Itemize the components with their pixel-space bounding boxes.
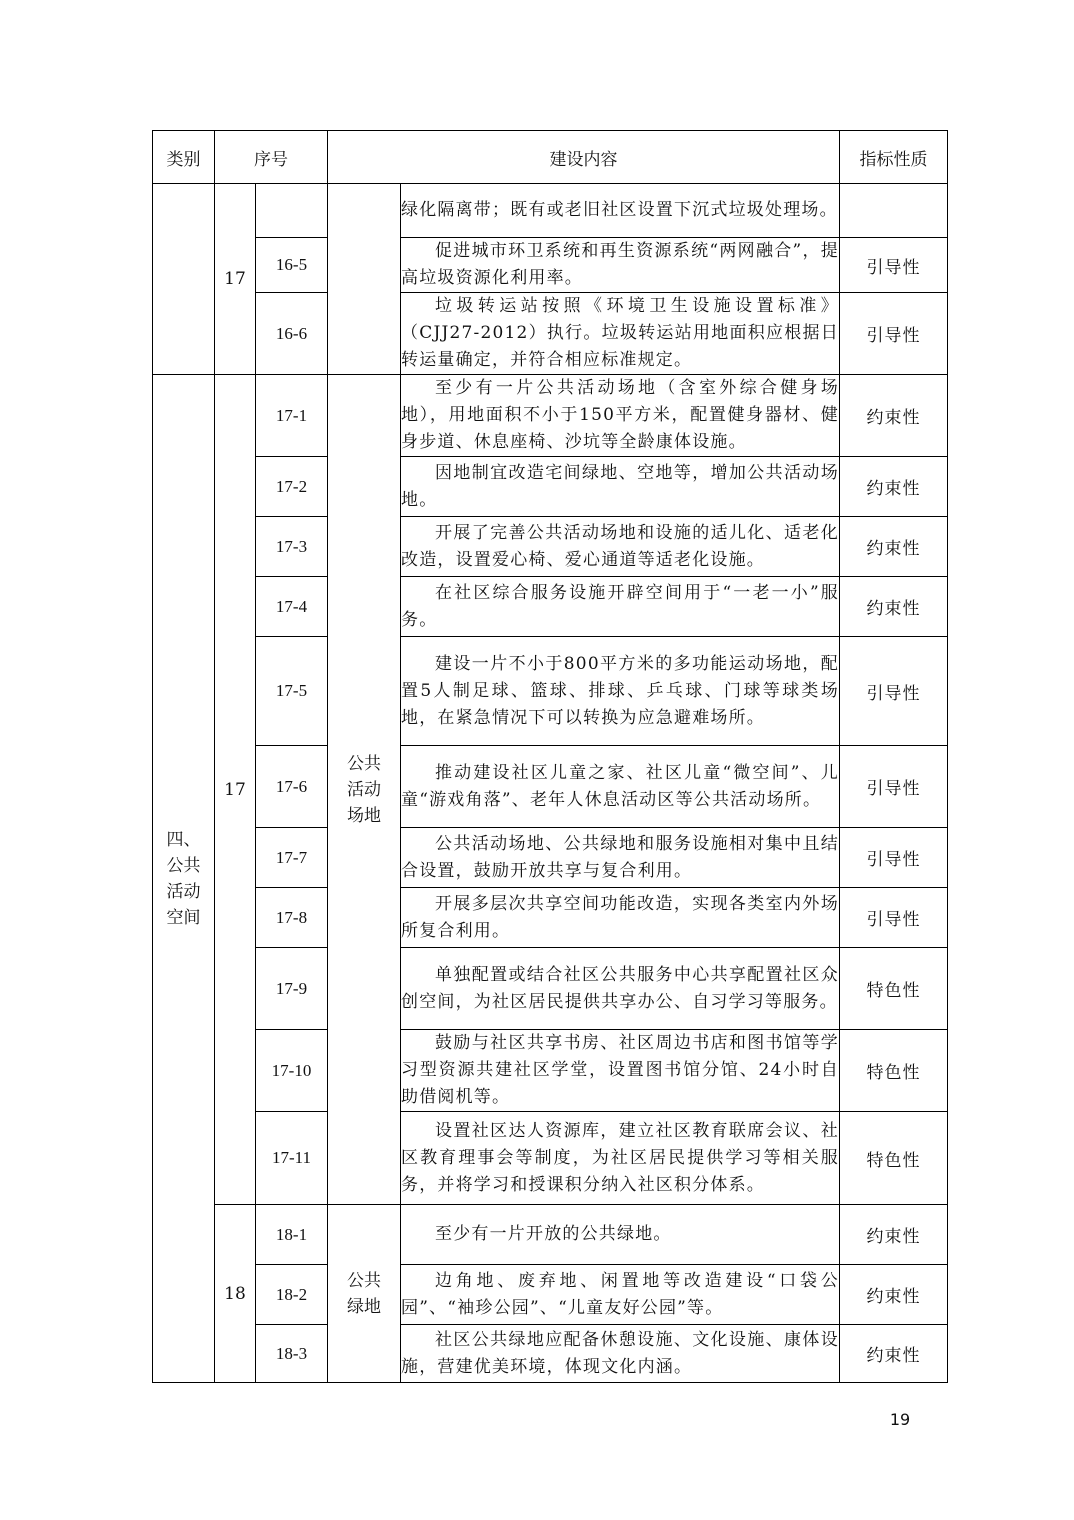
table-row [153, 1265, 948, 1325]
row-content: 垃圾转运站按照《环境卫生设施设置标准》（CJJ27-2012）执行。垃圾转运站用地面积应根据日转运量确定，并符合相应标准规定。 [401, 293, 840, 375]
group-number-18: 18 [215, 1205, 256, 1383]
table-row [153, 1325, 948, 1383]
row-nature: 引导性 [840, 238, 948, 293]
table-row [153, 948, 948, 1030]
table-row [153, 577, 948, 637]
row-code: 16-5 [256, 238, 328, 293]
row-nature: 约束性 [840, 375, 948, 457]
table-row [153, 375, 948, 457]
table-row [153, 517, 948, 577]
row-nature: 约束性 [840, 1205, 948, 1265]
row-content: 边角地、废弃地、闲置地等改造建设“口袋公园”、“袖珍公园”、“儿童友好公园”等。 [401, 1265, 840, 1325]
row-code: 17-11 [256, 1112, 328, 1205]
row-code: 18-1 [256, 1205, 328, 1265]
prev-category-cell [153, 184, 215, 375]
header-category: 类别 [153, 131, 215, 184]
row-content: 开展了完善公共活动场地和设施的适儿化、适老化改造，设置爱心椅、爱心通道等适老化设施。 [401, 517, 840, 577]
prev-topic-cell [328, 184, 401, 375]
row-content: 开展多层次共享空间功能改造，实现各类室内外场所复合利用。 [401, 888, 840, 948]
row-nature: 约束性 [840, 517, 948, 577]
row-content: 至少有一片开放的公共绿地。 [401, 1205, 840, 1265]
group-number-17: 17 [215, 375, 256, 1205]
row-nature [840, 184, 948, 238]
row-content: 鼓励与社区共享书房、社区周边书店和图书馆等学习型资源共建社区学堂，设置图书馆分馆、24小时自助借阅机等。 [401, 1030, 840, 1112]
table-row [153, 637, 948, 746]
indicator-table [152, 130, 948, 1383]
prev-group-number: 17 [215, 184, 256, 375]
row-content: 至少有一片公共活动场地（含室外综合健身场地），用地面积不小于150平方米，配置健身器材、健身步道、休息座椅、沙坑等全龄康体设施。 [401, 375, 840, 457]
row-code: 17-7 [256, 828, 328, 888]
row-code: 17-6 [256, 746, 328, 828]
header-nature: 指标性质 [840, 131, 948, 184]
row-content: 公共活动场地、公共绿地和服务设施相对集中且结合设置，鼓励开放共享与复合利用。 [401, 828, 840, 888]
row-nature: 约束性 [840, 1325, 948, 1383]
row-content: 社区公共绿地应配备休憩设施、文化设施、康体设施，营建优美环境，体现文化内涵。 [401, 1325, 840, 1383]
row-nature: 约束性 [840, 1265, 948, 1325]
row-code: 17-5 [256, 637, 328, 746]
row-code: 17-2 [256, 457, 328, 517]
row-nature: 引导性 [840, 828, 948, 888]
row-code: 18-3 [256, 1325, 328, 1383]
header-content: 建设内容 [328, 131, 840, 184]
table-row [153, 1030, 948, 1112]
table-row [153, 746, 948, 828]
table-row [153, 457, 948, 517]
row-code: 17-4 [256, 577, 328, 637]
row-nature: 特色性 [840, 1112, 948, 1205]
table-header-row [153, 131, 948, 184]
row-content: 在社区综合服务设施开辟空间用于“一老一小”服务。 [401, 577, 840, 637]
table-row [153, 828, 948, 888]
row-code: 16-6 [256, 293, 328, 375]
row-nature: 引导性 [840, 293, 948, 375]
row-nature: 引导性 [840, 746, 948, 828]
table-row [153, 293, 948, 375]
row-content: 绿化隔离带；既有或老旧社区设置下沉式垃圾处理场。 [401, 184, 840, 238]
row-nature: 约束性 [840, 457, 948, 517]
topic-public-activity-site: 公共 活动 场地 [328, 375, 401, 1205]
header-seq: 序号 [215, 131, 328, 184]
table-row [153, 184, 948, 238]
table-row [153, 1112, 948, 1205]
row-code: 17-8 [256, 888, 328, 948]
table-row [153, 1205, 948, 1265]
row-nature: 引导性 [840, 888, 948, 948]
row-code: 17-9 [256, 948, 328, 1030]
row-content: 推动建设社区儿童之家、社区儿童“微空间”、儿童“游戏角落”、老年人休息活动区等公共活动场所。 [401, 746, 840, 828]
page-number: 19 [889, 1410, 911, 1429]
row-nature: 约束性 [840, 577, 948, 637]
row-code: 17-3 [256, 517, 328, 577]
row-content: 设置社区达人资源库，建立社区教育联席会议、社区教育理事会等制度，为社区居民提供学习等相关服务，并将学习和授课积分纳入社区积分体系。 [401, 1112, 840, 1205]
table-row [153, 238, 948, 293]
row-content: 建设一片不小于800平方米的多功能运动场地，配置5人制足球、篮球、排球、乒乓球、门球等球类场地，在紧急情况下可以转换为应急避难场所。 [401, 637, 840, 746]
row-code [256, 184, 328, 238]
row-content: 因地制宜改造宅间绿地、空地等，增加公共活动场地。 [401, 457, 840, 517]
row-content: 单独配置或结合社区公共服务中心共享配置社区众创空间，为社区居民提供共享办公、自习学习等服务。 [401, 948, 840, 1030]
category-cell: 四、 公共 活动 空间 [153, 375, 215, 1383]
row-nature: 特色性 [840, 1030, 948, 1112]
topic-public-green-space: 公共 绿地 [328, 1205, 401, 1383]
row-code: 18-2 [256, 1265, 328, 1325]
row-nature: 特色性 [840, 948, 948, 1030]
row-code: 17-10 [256, 1030, 328, 1112]
row-content: 促进城市环卫系统和再生资源系统“两网融合”，提高垃圾资源化利用率。 [401, 238, 840, 293]
table-row [153, 888, 948, 948]
row-nature: 引导性 [840, 637, 948, 746]
row-code: 17-1 [256, 375, 328, 457]
